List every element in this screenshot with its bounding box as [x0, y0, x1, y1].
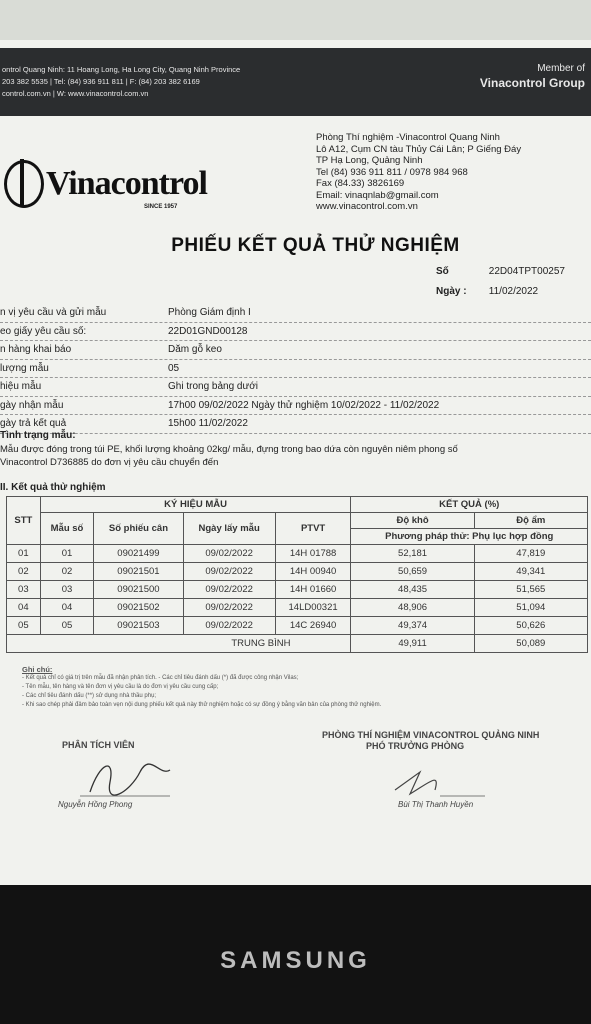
cell-mau: 04	[40, 599, 94, 617]
notes-heading: Ghi chú:	[22, 665, 53, 674]
condition-heading: Tình trạng mẫu:	[0, 430, 76, 441]
monitor-brand-logo: SAMSUNG	[220, 947, 371, 974]
lab-tel: Tel (84) 936 911 811 / 0978 984 968	[316, 166, 468, 178]
cell-kho: 48,435	[351, 581, 474, 599]
report-date-value: 11/02/2022	[488, 286, 539, 297]
cell-kho: 50,659	[351, 563, 474, 581]
cell-phieu: 09021502	[94, 599, 183, 617]
group-sample-header: KÝ HIỆU MẪU	[40, 497, 351, 513]
lab-contact-block	[316, 132, 521, 213]
average-am: 50,089	[474, 635, 587, 653]
lab-city: TP Hạ Long, Quảng Ninh	[316, 155, 423, 166]
member-of	[480, 62, 585, 90]
group-result-header: KẾT QUẢ (%)	[351, 497, 588, 513]
note-line: - Các chỉ tiêu đánh dấu (**) sử dụng nhà thầu phụ;	[22, 693, 157, 699]
info-row	[0, 378, 591, 397]
note-line: - Kết quả chỉ có giá trị trên mẫu đã nhận phân tích. - Các chỉ tiêu đánh dấu (*) đã được công nhận Vilas;	[22, 675, 299, 681]
cell-kho: 52,181	[351, 545, 474, 563]
cell-kho: 48,906	[351, 599, 474, 617]
web-line: control.com.vn | W: www.vinacontrol.com.vn	[2, 89, 149, 98]
monitor-screen	[0, 40, 591, 885]
average-label: TRUNG BÌNH	[7, 635, 351, 653]
col-do-am: Độ ẩm	[474, 513, 587, 529]
cell-am: 51,094	[474, 599, 587, 617]
info-value: Ghi trong bảng dưới	[168, 381, 258, 392]
analyst-role: PHÂN TÍCH VIÊN	[62, 740, 135, 750]
logo-since: SINCE 1957	[144, 204, 178, 210]
info-value: 17h00 09/02/2022 Ngày thử nghiệm 10/02/2022 - 11/02/2022	[168, 399, 440, 411]
cell-kho: 49,374	[351, 617, 474, 635]
cell-stt: 04	[7, 599, 41, 617]
cell-am: 49,341	[474, 563, 587, 581]
info-value: 22D01GND00128	[168, 325, 248, 337]
cell-phieu: 09021501	[94, 563, 183, 581]
cell-ptvt: 14H 01788	[275, 545, 351, 563]
table-row	[7, 545, 588, 563]
cell-stt: 05	[7, 617, 41, 635]
deputy-name: Bùi Thị Thanh Huyền	[398, 800, 474, 809]
deputy-signature	[380, 752, 490, 802]
cell-ptvt: 14LD00321	[275, 599, 351, 617]
address-line: ontrol Quang Ninh: 11 Hoang Long, Ha Long City, Quang Ninh Province	[2, 65, 241, 74]
cell-phieu: 09021503	[94, 617, 183, 635]
monitor-bezel	[0, 885, 591, 1024]
table-row	[7, 617, 588, 635]
company-banner	[0, 48, 591, 116]
info-row	[0, 415, 591, 434]
lab-website: www.vinacontrol.com.vn	[316, 201, 418, 212]
table-row	[7, 563, 588, 581]
cell-ptvt: 14C 26940	[275, 617, 351, 635]
info-row	[0, 323, 591, 342]
cell-stt: 02	[7, 563, 41, 581]
notes	[22, 665, 562, 710]
report-number-label: Số	[436, 266, 449, 277]
deputy-role: PHÓ TRƯỞNG PHÒNG	[366, 741, 465, 751]
col-mau-so: Mẫu số	[40, 513, 94, 545]
cell-mau: 05	[40, 617, 94, 635]
cell-mau: 03	[40, 581, 94, 599]
logo-name: Vinacontrol	[46, 165, 207, 202]
condition-text	[0, 444, 591, 469]
average-row	[7, 635, 588, 653]
info-value: Phòng Giám định I	[168, 307, 251, 318]
lab-email: Email: vinaqnlab@gmail.com	[316, 189, 439, 201]
info-value: 05	[168, 362, 180, 374]
method-row: Phương pháp thử: Phụ lục hợp đồng	[351, 529, 588, 545]
cell-ptvt: 14H 01660	[275, 581, 351, 599]
cell-am: 50,626	[474, 617, 587, 635]
cell-ngay: 09/02/2022	[183, 581, 275, 599]
analyst-name: Nguyễn Hồng Phong	[58, 800, 133, 809]
info-row	[0, 397, 591, 416]
report-number	[436, 266, 565, 277]
col-ngay-lay-mau: Ngày lấy mẫu	[183, 513, 275, 545]
average-kho: 49,911	[351, 635, 474, 653]
cell-am: 51,565	[474, 581, 587, 599]
note-line: - Tên mẫu, tên hàng và tên đơn vị yêu cầu là do đơn vị yêu cầu cung cấp;	[22, 684, 219, 690]
info-row	[0, 304, 591, 323]
col-do-kho: Độ khô	[351, 513, 474, 529]
results-table	[6, 496, 588, 653]
cell-phieu: 09021499	[94, 545, 183, 563]
results-heading: II. Kết quả thử nghiệm	[0, 482, 106, 493]
info-label: hiệu mẫu	[0, 381, 42, 392]
cell-mau: 02	[40, 563, 94, 581]
info-row	[0, 341, 591, 360]
cell-stt: 01	[7, 545, 41, 563]
info-label: gày trả kết quả	[0, 418, 67, 429]
cell-am: 47,819	[474, 545, 587, 563]
lab-fax: Fax (84.33) 3826169	[316, 178, 405, 189]
info-value: Dăm gỗ keo	[168, 344, 222, 355]
info-value: 15h00 11/02/2022	[168, 418, 248, 429]
lab-org: PHÒNG THÍ NGHIỆM VINACONTROL QUẢNG NINH	[322, 730, 540, 740]
cell-ngay: 09/02/2022	[183, 599, 275, 617]
document-title: PHIẾU KẾT QUẢ THỬ NGHIỆM	[171, 235, 460, 256]
table-row	[7, 581, 588, 599]
cell-ngay: 09/02/2022	[183, 563, 275, 581]
info-row	[0, 360, 591, 379]
cell-stt: 03	[7, 581, 41, 599]
cell-mau: 01	[40, 545, 94, 563]
condition-line: Vinacontrol D736885 do đơn vị yêu cầu chuyển đến	[0, 456, 219, 468]
info-label: eo giấy yêu cầu số:	[0, 325, 87, 337]
info-label: gày nhận mẫu	[0, 399, 64, 411]
info-label: lượng mẫu	[0, 362, 49, 374]
report-date	[436, 286, 538, 297]
lab-name: Phòng Thí nghiệm -Vinacontrol Quang Ninh	[316, 132, 500, 143]
info-label: n hàng khai báo	[0, 344, 72, 355]
col-stt: STT	[7, 497, 41, 545]
banner-address	[2, 64, 240, 100]
col-ptvt: PTVT	[275, 513, 351, 545]
group-name: Vinacontrol Group	[479, 76, 585, 90]
cell-ngay: 09/02/2022	[183, 617, 275, 635]
cell-ptvt: 14H 00940	[275, 563, 351, 581]
cell-phieu: 09021500	[94, 581, 183, 599]
cell-ngay: 09/02/2022	[183, 545, 275, 563]
report-number-value: 22D04TPT00257	[488, 266, 565, 277]
table-row	[7, 599, 588, 617]
logo-mark-icon	[4, 160, 44, 208]
sample-info	[0, 304, 591, 434]
lab-address: Lô A12, Cụm CN tàu Thủy Cái Lân; P Giếng Đáy	[316, 143, 522, 155]
note-line: - Khi sao chép phải đảm bảo toàn vẹn nội dung phiếu kết quả này thử nghiệm hoặc có sự đồng ý bằng văn bản của phòng thử nghiệm.	[22, 702, 382, 708]
info-label: n vị yêu cầu và gửi mẫu	[0, 307, 107, 318]
vinacontrol-logo	[4, 160, 207, 208]
analyst-signature	[70, 752, 180, 802]
member-of-text: Member of	[537, 63, 585, 74]
contact-line: 203 382 5535 | Tel: (84) 936 911 811 | F: (84) 203 382 6169	[2, 77, 200, 86]
report-date-label: Ngày :	[436, 286, 467, 297]
col-so-phieu-can: Số phiếu cân	[94, 513, 183, 545]
condition-line: Mẫu được đóng trong túi PE, khối lượng khoảng 02kg/ mẫu, đựng trong bao dứa còn nguyên niêm phong số	[0, 444, 458, 455]
